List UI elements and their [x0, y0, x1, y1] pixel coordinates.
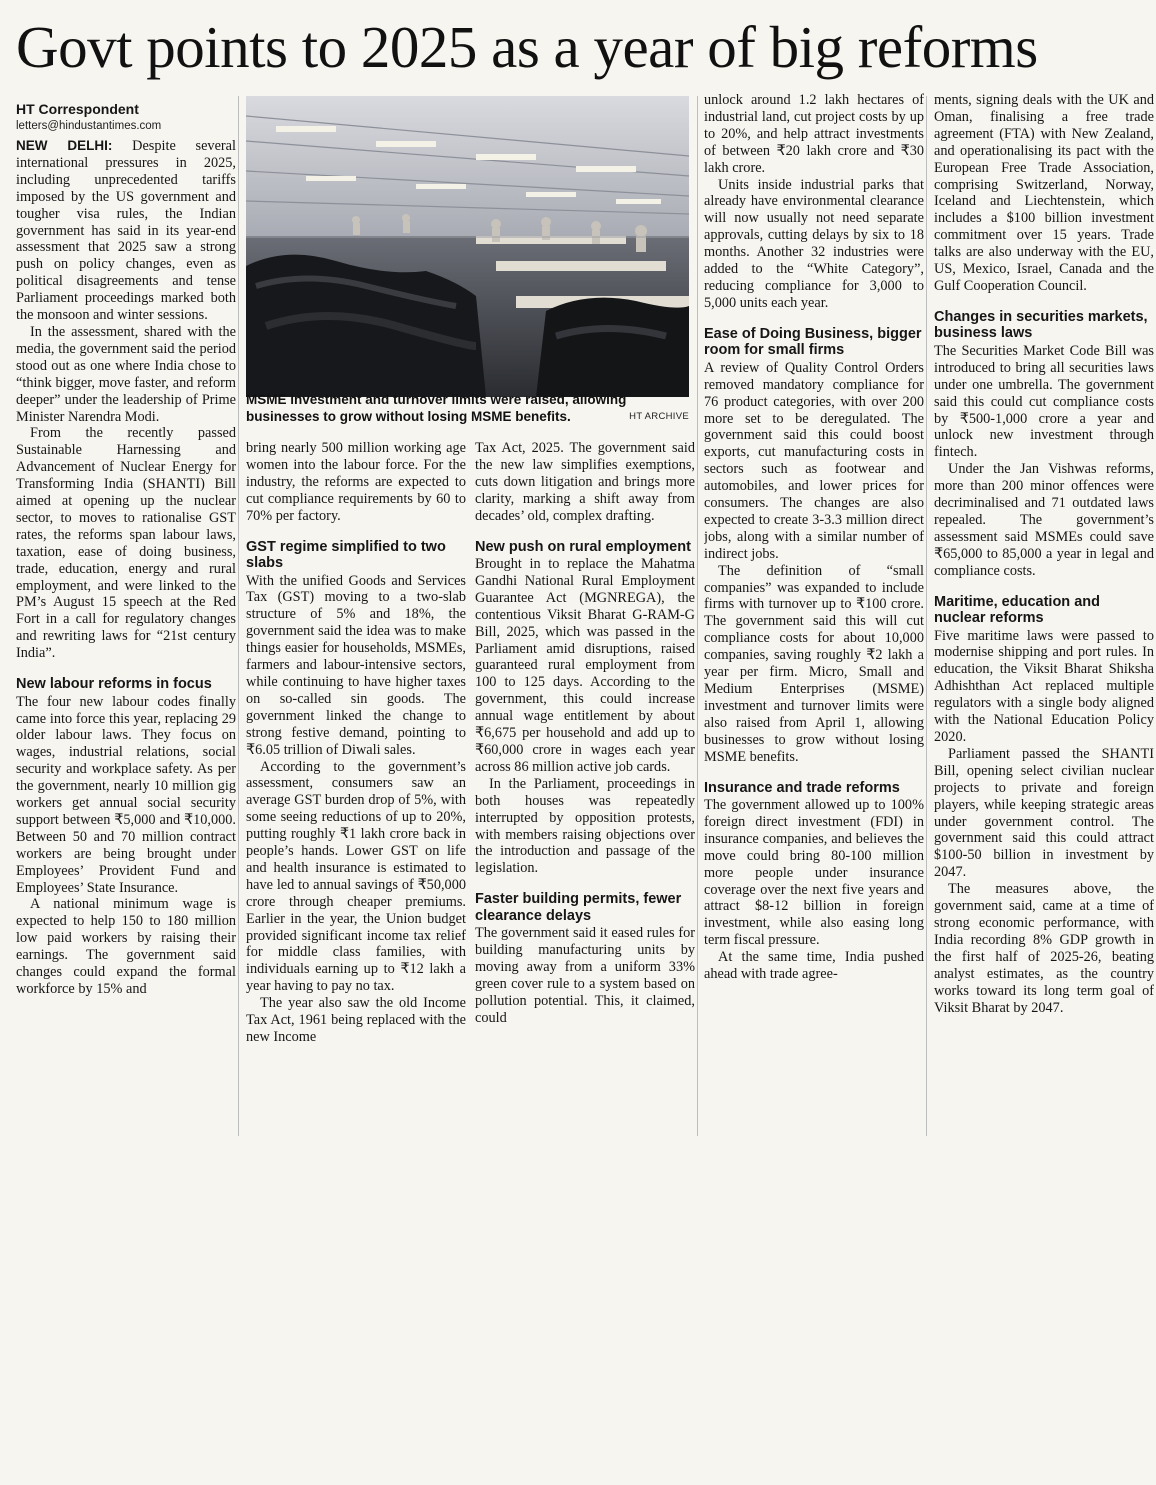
factory-photo	[246, 96, 689, 397]
byline: HT Correspondent	[16, 101, 139, 117]
paragraph: The definition of “small companies” was expanded to include firms with turnover up to ₹100 crore. The government said this will cut compliance costs for about 10,000 companies, saving roughly ₹2 lakh a year per firm. Micro, Small and Medium Enterprises (MSME) investment and turnover limits were also raised from April 1, allowing businesses to grow without losing MSME benefits.	[704, 562, 924, 765]
paragraph: unlock around 1.2 lakh hectares of industrial land, cut project costs by up to 20%, and help attract investments of between ₹20 lakh crore and ₹30 lakh crore.	[704, 92, 924, 176]
paragraph: According to the government’s assessment, consumers saw an average GST burden drop of 5%, with some seeing reductions of up to 20%, putting roughly ₹1 lakh crore back in people’s hands. Lower GST on life and health insurance is estimated to have led to annual savings of ₹50,000 crore through cheaper premiums. Earlier in the year, the Union budget provided significant income tax relief for middle class families, with individuals earning up to ₹12 lakh a year having to pay no tax.	[246, 758, 466, 995]
subhead-maritime: Maritime, education and nuclear reforms	[934, 593, 1100, 627]
paragraph: bring nearly 500 million working age women into the labour force. For the industry, the reforms are expected to cut compliance requirements by 60 to 70% per factory.	[246, 440, 466, 524]
dateline: NEW DELHI:	[16, 138, 113, 153]
lead-text: Despite several international pressures in 2025, including unprecedented tariffs imposed by the US government and tougher visa rules, the Indian government has said in its year-end assessment that 2025 saw a strong push on policy changes, even as political disagreements and tense Parliament proceedings marked both the monsoon and winter sessions.	[16, 138, 236, 324]
column-rule	[238, 96, 239, 1136]
paragraph: From the recently passed Sustainable Harnessing and Advancement of Nuclear Energy for Transforming India (SHANTI) Bill aimed at opening up the nuclear sector, to moves to rationalise GST rates, the reforms span labour laws, taxation, ease of doing business, trade, education, energy and rural employment, and were linked to the PM’s August 15 speech at the Red Fort in a call for regulatory changes and rewriting laws for “21st century India”.	[16, 425, 236, 662]
paragraph: A review of Quality Control Orders removed mandatory compliance for 76 product categories, with over 200 more set to be deregulated. The government said this could boost exports, cut manufacturing costs in sectors such as footwear and automobiles, and lower prices for consumers. The changes are also expected to create 3-3.3 million direct jobs, along with a similar number of indirect jobs.	[704, 359, 924, 562]
lead-paragraph	[16, 138, 236, 324]
byline-email: letters@hindustantimes.com	[16, 120, 162, 132]
subhead-permits: Faster building permits, fewer clearance delays	[475, 891, 682, 924]
subhead-gst: GST regime simplified to two slabs	[246, 538, 446, 572]
column-5	[934, 92, 1154, 1137]
paragraph: ments, signing deals with the UK and Oman, finalising a free trade agreement (FTA) with New Zealand, and operationalising its pact with the European Free Trade Association, comprising Switzerland, Norway, Iceland and Liechtenstein, which includes a $100 billion investment commitment over 15 years. Trade talks are also underway with the EU, US, Mexico, Israel, Canada and the Gulf Cooperation Council.	[934, 92, 1154, 294]
paragraph: With the unified Goods and Services Tax (GST) moving to a two-slab structure of 5% and 18%, the government said the idea was to make things easier for households, MSMEs, farmers and labour-intensive sectors, while continuing to have higher taxes on so-called sin goods. The government linked the change to strong festive demand, pointing to ₹6.05 trillion of Diwali sales.	[246, 572, 466, 758]
caption-text: MSME investment and turnover limits were raised, allowing businesses to grow without losing MSME benefits.	[246, 392, 627, 424]
factory-photo-illustration	[246, 96, 689, 397]
photo-credit: HT ARCHIVE	[629, 411, 689, 422]
paragraph: The year also saw the old Income Tax Act, 1961 being replaced with the new Income	[246, 995, 466, 1045]
paragraph: Parliament passed the SHANTI Bill, opening select civilian nuclear projects to private and foreign players, while keeping strategic areas under government control. The government said this could attract $100-50 billion in investment by 2047.	[934, 745, 1154, 881]
subhead-ease-of-business: Ease of Doing Business, bigger room for small firms	[704, 325, 922, 359]
column-rule	[697, 96, 698, 1136]
paragraph: In the assessment, shared with the media, the government said the period stood out as one where India chose to “think bigger, move faster, and reform deeper” under the leadership of Prime Minister Narendra Modi.	[16, 323, 236, 425]
paragraph: At the same time, India pushed ahead with trade agree-	[704, 949, 924, 983]
photo-caption	[246, 391, 689, 425]
paragraph: The government allowed up to 100% foreign direct investment (FDI) in insurance companies, and believes the move could bring 80-100 million more people under insurance coverage over the next five years and attract $8-12 billion in foreign investment, while also easing long term fiscal pressure.	[704, 797, 924, 949]
column-2	[246, 440, 466, 1485]
column-3	[475, 440, 695, 1485]
paragraph: Brought in to replace the Mahatma Gandhi National Rural Employment Guarantee Act (MGNREGA), the contentious Viksit Bharat G-RAM-G Bill, 2025, which was passed in the Parliament amid disruptions, raised guaranteed rural employment from 100 to 125 days. According to the government, this could increase annual wage entitlement by about ₹6,675 per household and add up to ₹60,000 crore in wages each year across 86 million active job cards.	[475, 556, 695, 775]
paragraph: In the Parliament, proceedings in both houses was repeatedly interrupted by opposition protests, with members raising objections over the introduction and passage of the legislation.	[475, 775, 695, 877]
paragraph: The Securities Market Code Bill was introduced to bring all securities laws under one umbrella. The government said this could cut compliance costs by ₹500-1,000 crore a year and unlock new investment through fintech.	[934, 342, 1154, 461]
subhead-insurance: Insurance and trade reforms	[704, 779, 900, 796]
subhead-labour: New labour reforms in focus	[16, 676, 212, 693]
column-1	[16, 98, 236, 1143]
paragraph: Under the Jan Vishwas reforms, more than 200 minor offences were decriminalised and 71 outdated laws repealed. The government’s assessment said MSMEs could save ₹65,000 to 85,000 a year in legal and compliance costs.	[934, 461, 1154, 579]
headline: Govt points to 2025 as a year of big reforms	[16, 14, 1038, 80]
subhead-securities: Changes in securities markets, business laws	[934, 308, 1148, 342]
paragraph: The measures above, the government said, came at a time of strong economic performance, with India recording 8% GDP growth in the first half of 2025-26, beating analyst estimates, as the country works toward its long term goal of Viksit Bharat by 2047.	[934, 881, 1154, 1016]
column-rule	[926, 96, 927, 1136]
paragraph: Units inside industrial parks that already have environmental clearance will now usually not need separate approvals, cutting delays by six to 18 months. Another 32 industries were added to the “White Category”, reducing compliance for 3,000 to 5,000 units each year.	[704, 176, 924, 311]
subhead-rural: New push on rural employment	[475, 538, 691, 555]
column-4	[704, 92, 924, 1137]
paragraph: The government said it eased rules for building manufacturing units by moving away from a uniform 33% green cover rule to a system based on pollution potential. This, it claimed, could	[475, 925, 695, 1026]
paragraph: The four new labour codes finally came into force this year, replacing 29 older labour laws. They focus on wages, industrial relations, social security and workplace safety. As per the government, nearly 10 million gig workers get annual social security support between ₹5,000 and ₹10,000. Between 50 and 70 million contract workers are being brought under Employees’ Provident Fund and Employees’ State Insurance.	[16, 693, 236, 896]
paragraph: Tax Act, 2025. The government said the new law simplifies exemptions, cuts down litigation and brings more clarity, marking a shift away from decades’ old, complex drafting.	[475, 440, 695, 524]
paragraph: A national minimum wage is expected to help 150 to 180 million low paid workers by raising their earnings. The government said changes could expand the formal workforce by 15% and	[16, 896, 236, 997]
paragraph: Five maritime laws were passed to modernise shipping and port rules. In education, the Viksit Bharat Shiksha Adhishthan Act replaced multiple regulators with a single body aligned with the National Education Policy 2020.	[934, 627, 1154, 745]
